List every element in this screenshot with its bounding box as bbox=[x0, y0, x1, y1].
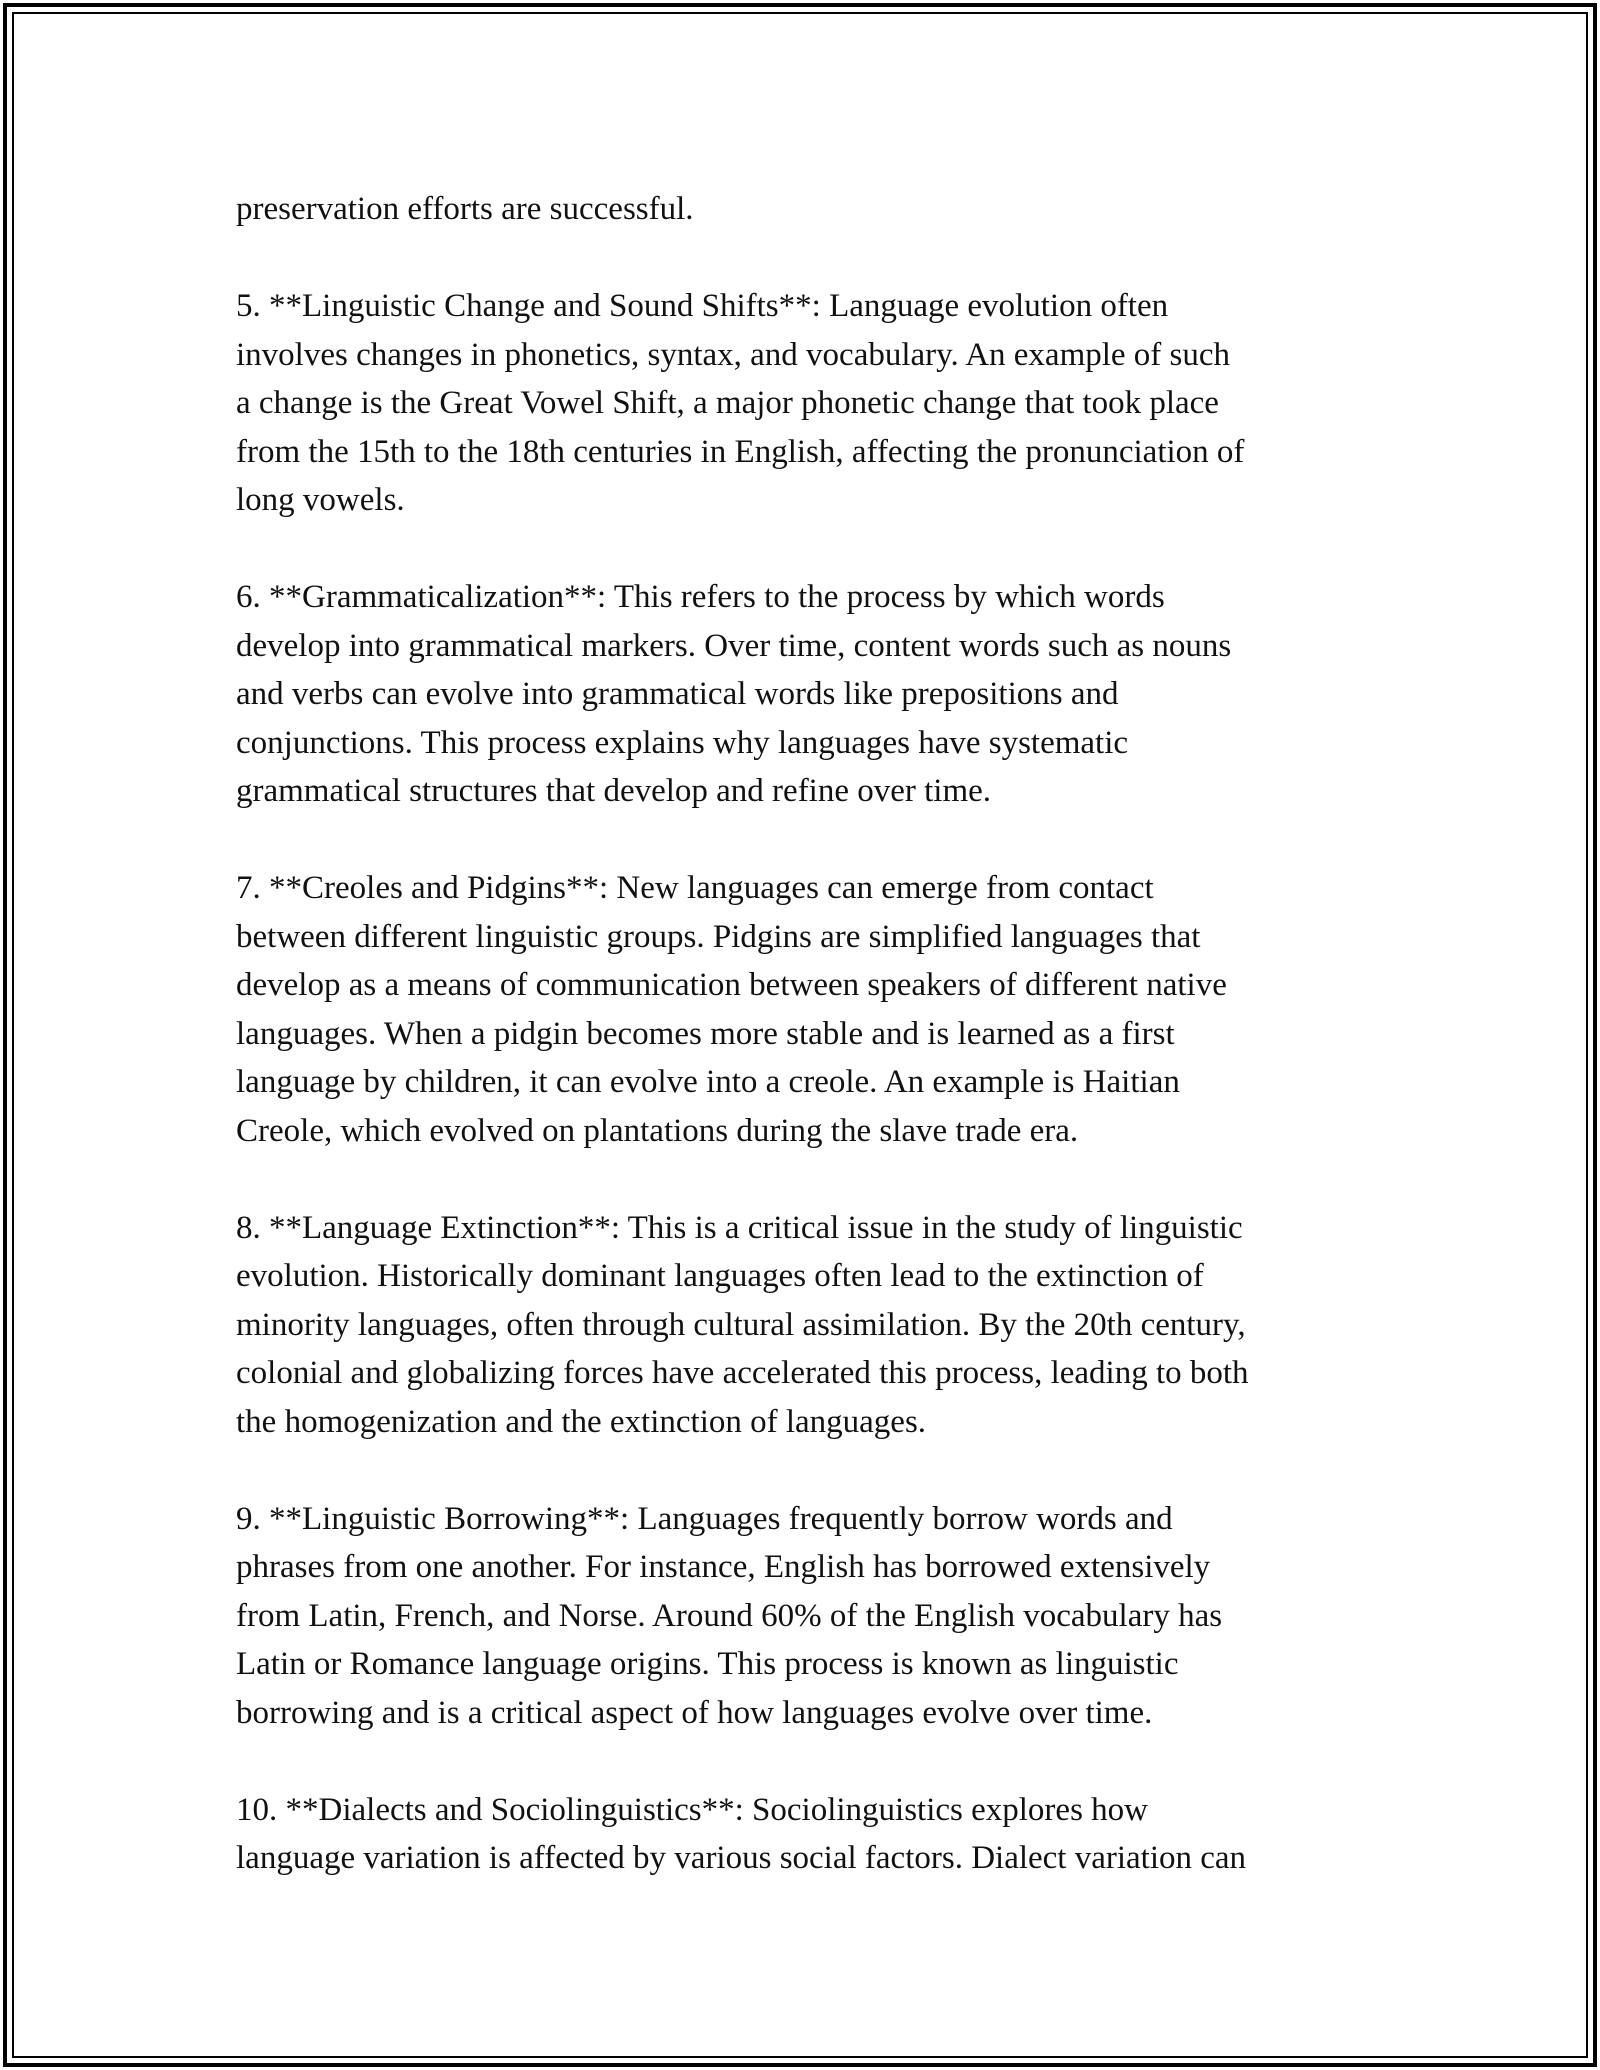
paragraph-language-extinction: 8. **Language Extinction**: This is a critical issue in the study of linguistic evolution. Historically dominant languages often lead to the extinction of minority languages, often through cultural assimilation. By the 20th century, colonial and globalizing forces have accelerated this process, leading to both the homogenization and the extinction of languages. bbox=[236, 1209, 1249, 1440]
paragraph-linguistic-borrowing: 9. **Linguistic Borrowing**: Languages frequently borrow words and phrases from one another. For instance, English has borrowed extensively from Latin, French, and Norse. Around 60% of the English vocabulary has Latin or Romance language origins. This process is known as linguistic borrowing and is a critical aspect of how languages evolve over time. bbox=[236, 1500, 1223, 1731]
paragraph-creoles-pidgins: 7. **Creoles and Pidgins**: New languages can emerge from contact between different linguistic groups. Pidgins are simplified languages that develop as a means of communication between speakers of different native languages. When a pidgin becomes more stable and is learned as a first language by children, it can evolve into a creole. An example is Haitian Creole, which evolved on plantations during the slave trade era. bbox=[236, 870, 1227, 1149]
document-body bbox=[236, 185, 1376, 1931]
paragraph-preservation: preservation efforts are successful. bbox=[236, 191, 694, 227]
paragraph-sound-shifts: 5. **Linguistic Change and Sound Shifts**: Language evolution often involves changes in phonetics, syntax, and vocabulary. An example of such a change is the Great Vowel Shift, a major phonetic change that took place from the 15th to the 18th centuries in English, affecting the pronunciation of long vowels. bbox=[236, 288, 1245, 518]
paragraph-dialects-sociolinguistics: 10. **Dialects and Sociolinguistics**: Sociolinguistics explores how language variation is affected by various social factors. Dialect variation can bbox=[236, 1791, 1247, 1876]
paragraph-grammaticalization: 6. **Grammaticalization**: This refers to the process by which words develop into grammatical markers. Over time, content words such as nouns and verbs can evolve into grammatical words like prepositions and conjunctions. This process explains why languages have systematic grammatical structures that develop and refine over time. bbox=[236, 579, 1232, 809]
